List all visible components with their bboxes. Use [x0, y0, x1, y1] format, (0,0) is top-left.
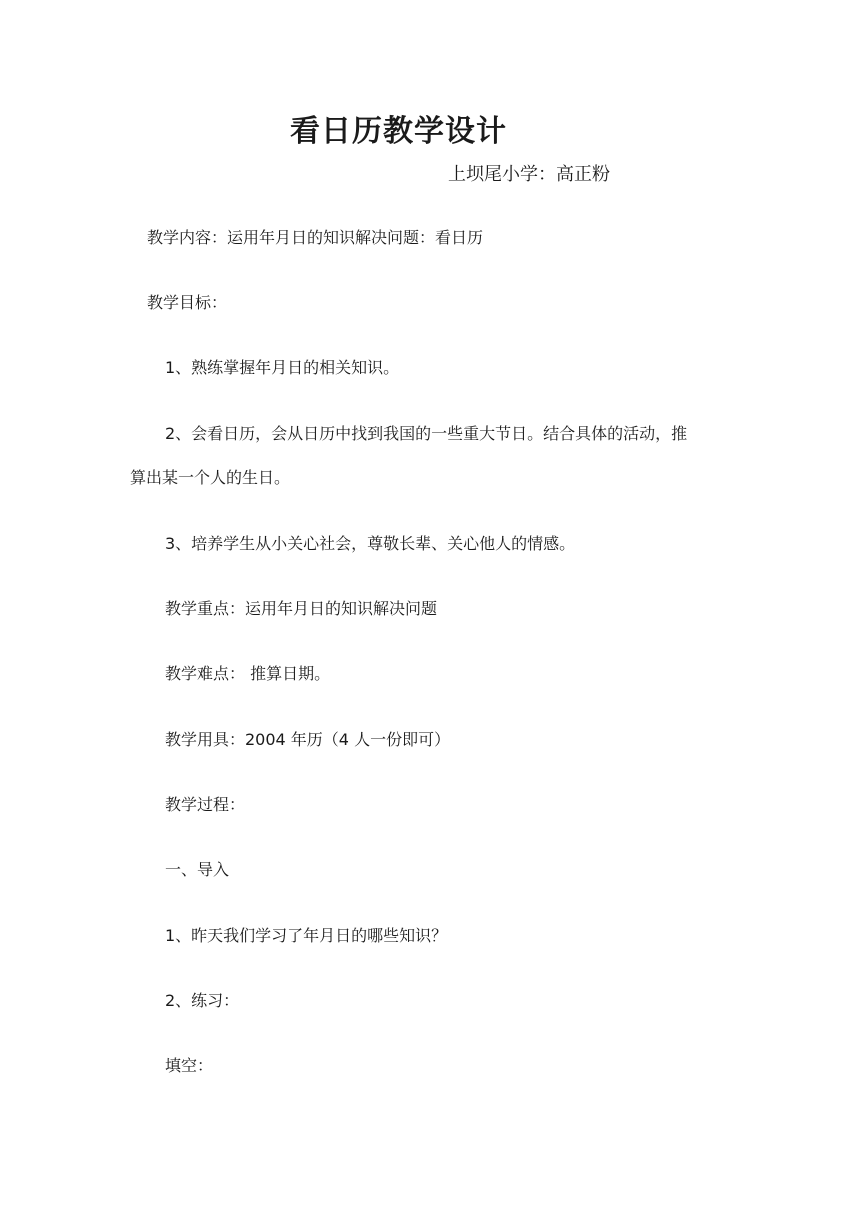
fill-in-blank: 填空：: [165, 1056, 214, 1075]
document-title: 看日历教学设计: [290, 114, 507, 149]
objective-1: 1、熟练掌握年月日的相关知识。: [165, 358, 400, 377]
process-heading: 教学过程：: [165, 795, 246, 814]
section-introduction: 一、导入: [165, 860, 230, 879]
key-point: 教学重点：运用年月日的知识解决问题: [165, 599, 438, 618]
objective-2-line-2: 算出某一个人的生日。: [130, 468, 291, 487]
objectives-heading: 教学目标：: [147, 293, 228, 312]
teaching-tools: 教学用具：2004 年历（4 人一份即可）: [165, 730, 451, 749]
question-2: 2、练习：: [165, 991, 240, 1010]
objective-3: 3、培养学生从小关心社会，尊敬长辈、关心他人的情感。: [165, 534, 576, 553]
objective-2-line-1: 2、会看日历，会从日历中找到我国的一些重大节日。结合具体的活动，推: [165, 424, 688, 443]
question-1: 1、昨天我们学习了年月日的哪些知识？: [165, 926, 448, 945]
author-line: 上坝尾小学：高正粉: [448, 164, 610, 185]
teaching-content: 教学内容：运用年月日的知识解决问题：看日历: [147, 228, 484, 247]
difficulty-point: 教学难点： 推算日期。: [165, 664, 331, 683]
